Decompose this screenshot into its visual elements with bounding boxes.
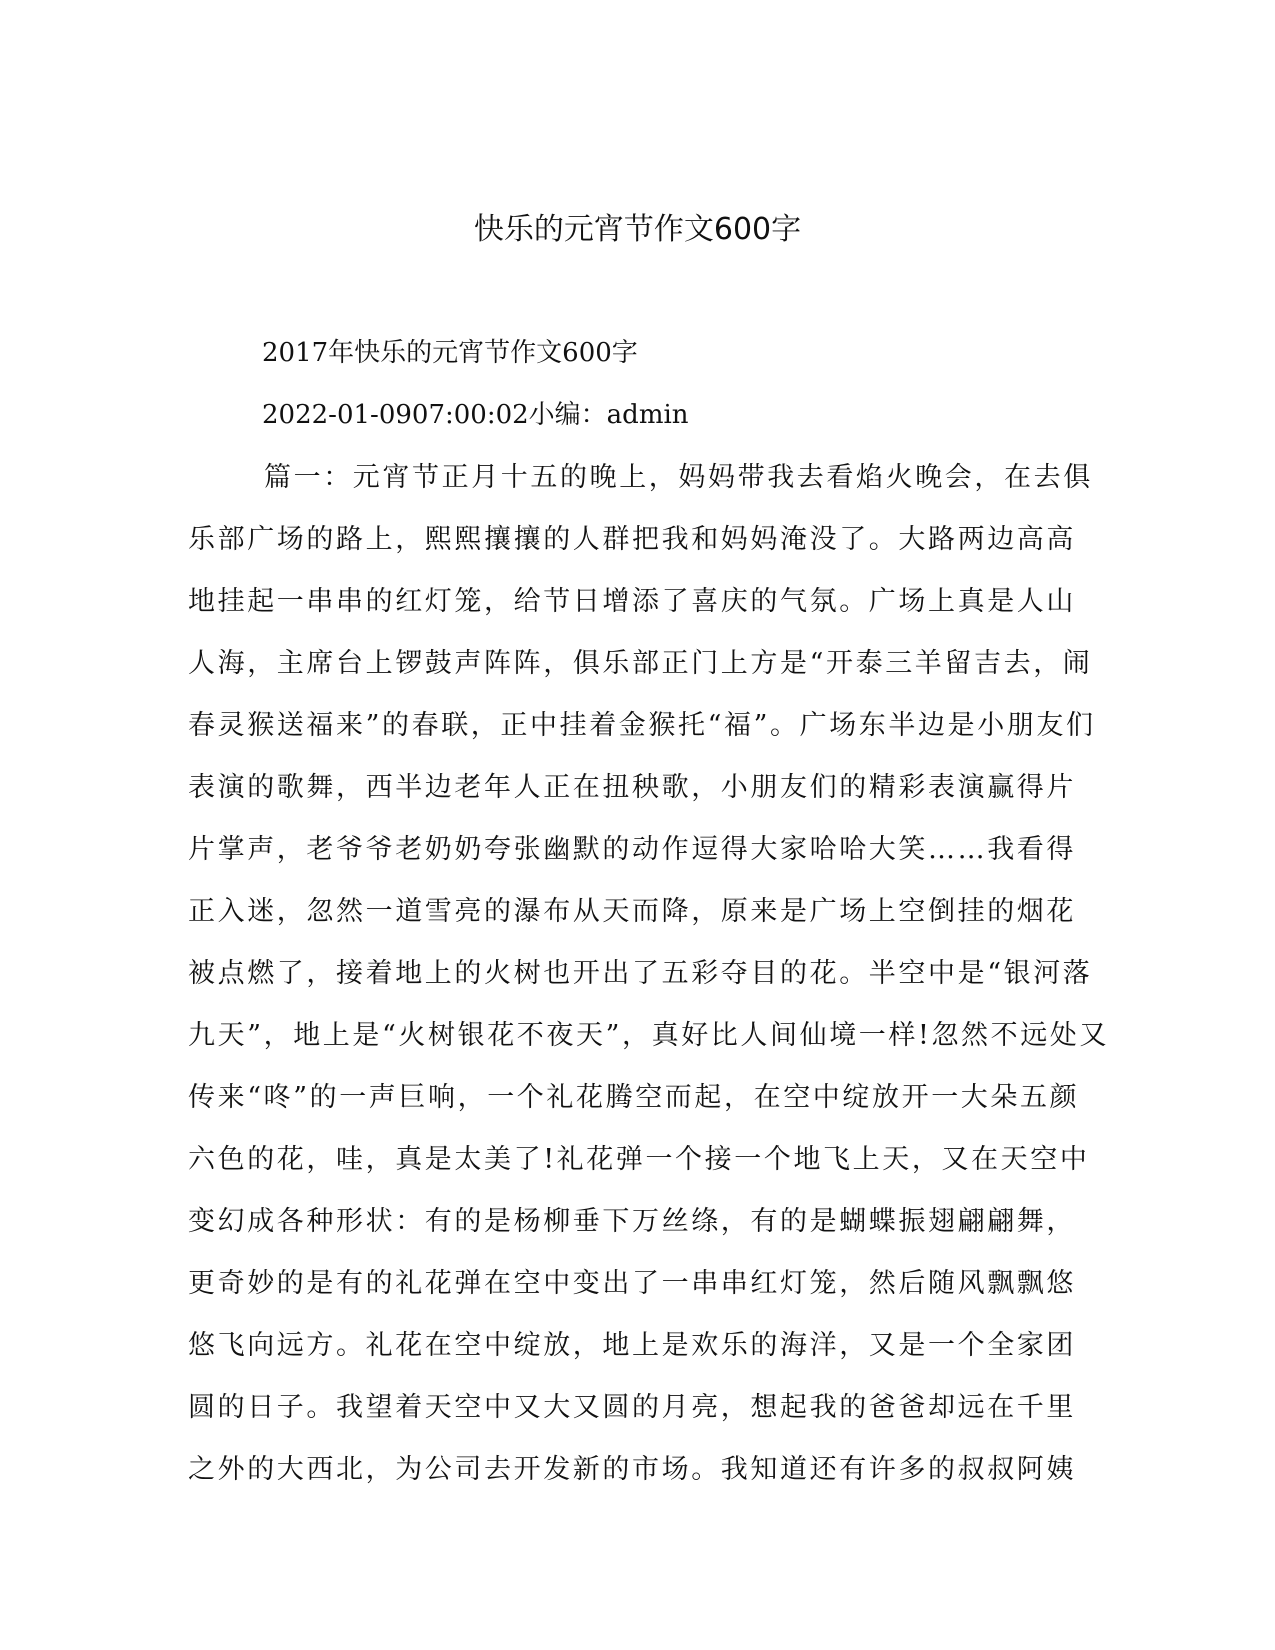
body-line: 地挂起一串串的红灯笼，给节日增添了喜庆的气氛。广场上真是人山	[188, 586, 1076, 617]
article-body	[188, 458, 1110, 1512]
body-line: 被点燃了，接着地上的火树也开出了五彩夺目的花。半空中是“银河落	[188, 958, 1093, 989]
article-date-author: 2022-01-0907:00:02小编：admin	[262, 400, 689, 430]
body-line: 春灵猴送福来”的春联，正中挂着金猴托“福”。广场东半边是小朋友们	[188, 710, 1096, 741]
body-line: 圆的日子。我望着天空中又大又圆的月亮，想起我的爸爸却远在千里	[188, 1392, 1076, 1423]
article-subtitle: 2017年快乐的元宵节作文600字	[262, 338, 638, 368]
body-line: 九天”，地上是“火树银花不夜天”，真好比人间仙境一样!忽然不远处又	[188, 1020, 1110, 1051]
body-line: 人海，主席台上锣鼓声阵阵，俱乐部正门上方是“开泰三羊留吉去，闹	[188, 648, 1093, 679]
body-line: 更奇妙的是有的礼花弹在空中变出了一串串红灯笼，然后随风飘飘悠	[188, 1268, 1076, 1299]
document-title: 快乐的元宵节作文600字	[473, 212, 802, 247]
body-line: 传来“咚”的一声巨响，一个礼花腾空而起，在空中绽放开一大朵五颜	[188, 1082, 1080, 1113]
body-line: 篇一：元宵节正月十五的晚上，妈妈带我去看焰火晚会，在去俱	[264, 462, 1093, 493]
body-line: 表演的歌舞，西半边老年人正在扭秧歌，小朋友们的精彩表演赢得片	[188, 772, 1076, 803]
body-line: 乐部广场的路上，熙熙攘攘的人群把我和妈妈淹没了。大路两边高高	[188, 524, 1076, 555]
body-line: 之外的大西北，为公司去开发新的市场。我知道还有许多的叔叔阿姨	[188, 1454, 1076, 1485]
body-line: 片掌声，老爷爷老奶奶夸张幽默的动作逗得大家哈哈大笑……我看得	[188, 834, 1076, 865]
body-line: 正入迷，忽然一道雪亮的瀑布从天而降，原来是广场上空倒挂的烟花	[188, 896, 1076, 927]
body-line: 变幻成各种形状：有的是杨柳垂下万丝绦，有的是蝴蝶振翅翩翩舞，	[188, 1206, 1076, 1237]
body-line: 六色的花，哇，真是太美了!礼花弹一个接一个地飞上天，又在天空中	[188, 1144, 1090, 1175]
body-line: 悠飞向远方。礼花在空中绽放，地上是欢乐的海洋，又是一个全家团	[188, 1330, 1076, 1361]
